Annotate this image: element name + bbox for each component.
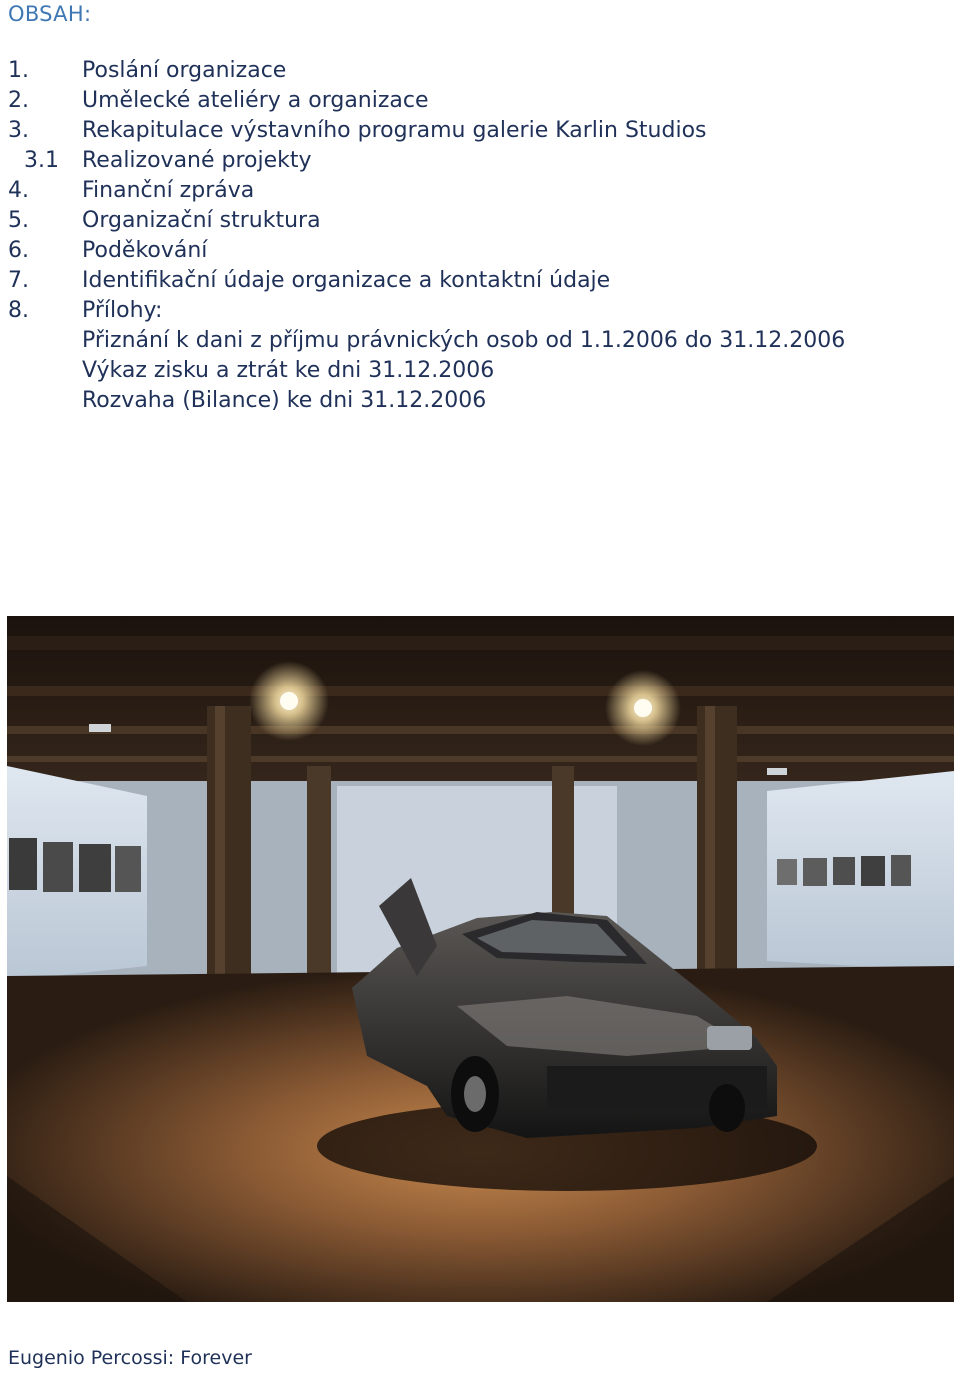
toc-item-number: 2. xyxy=(8,88,29,113)
toc-item-text: Umělecké ateliéry a organizace xyxy=(82,88,429,113)
toc-subitem xyxy=(8,386,948,416)
photo-caption: Eugenio Percossi: Forever xyxy=(8,1347,252,1369)
toc-item xyxy=(8,116,948,146)
toc-item-text: Identifikační údaje organizace a kontaktní údaje xyxy=(82,268,611,293)
toc-subitem xyxy=(8,356,948,386)
toc-item-number: 7. xyxy=(8,268,29,293)
toc-item-text: Výkaz zisku a ztrát ke dni 31.12.2006 xyxy=(82,358,495,383)
toc-item-number: 6. xyxy=(8,238,29,263)
toc-item-number: 4. xyxy=(8,178,29,203)
toc-item-text: Poslání organizace xyxy=(82,58,287,83)
toc-item xyxy=(8,206,948,236)
toc-item-text: Finanční zpráva xyxy=(82,178,255,203)
table-of-contents xyxy=(8,56,948,416)
toc-item-number: 8. xyxy=(8,298,29,323)
toc-item-number: 5. xyxy=(8,208,29,233)
toc-item-text: Rozvaha (Bilance) ke dni 31.12.2006 xyxy=(82,388,487,413)
toc-item-number: 1. xyxy=(8,58,29,83)
toc-item xyxy=(8,176,948,206)
toc-item xyxy=(8,296,948,326)
toc-subitem xyxy=(8,326,948,356)
toc-item-number: 3. xyxy=(8,118,29,143)
toc-item xyxy=(8,146,948,176)
exhibition-photo-illustration xyxy=(7,616,954,1302)
toc-item-number: 3.1 xyxy=(24,148,59,173)
toc-item-text: Poděkování xyxy=(82,238,208,263)
toc-item-text: Realizované projekty xyxy=(82,148,312,173)
toc-item-text: Rekapitulace výstavního programu galerie Karlin Studios xyxy=(82,118,707,143)
toc-item xyxy=(8,266,948,296)
toc-title: OBSAH: xyxy=(8,2,92,26)
toc-item-text: Přiznání k dani z příjmu právnických osob od 1.1.2006 do 31.12.2006 xyxy=(82,328,846,353)
toc-item-text: Organizační struktura xyxy=(82,208,321,233)
toc-item xyxy=(8,86,948,116)
exhibition-photo xyxy=(7,616,954,1302)
toc-item-text: Přílohy: xyxy=(82,298,163,323)
toc-item xyxy=(8,56,948,86)
toc-item xyxy=(8,236,948,266)
